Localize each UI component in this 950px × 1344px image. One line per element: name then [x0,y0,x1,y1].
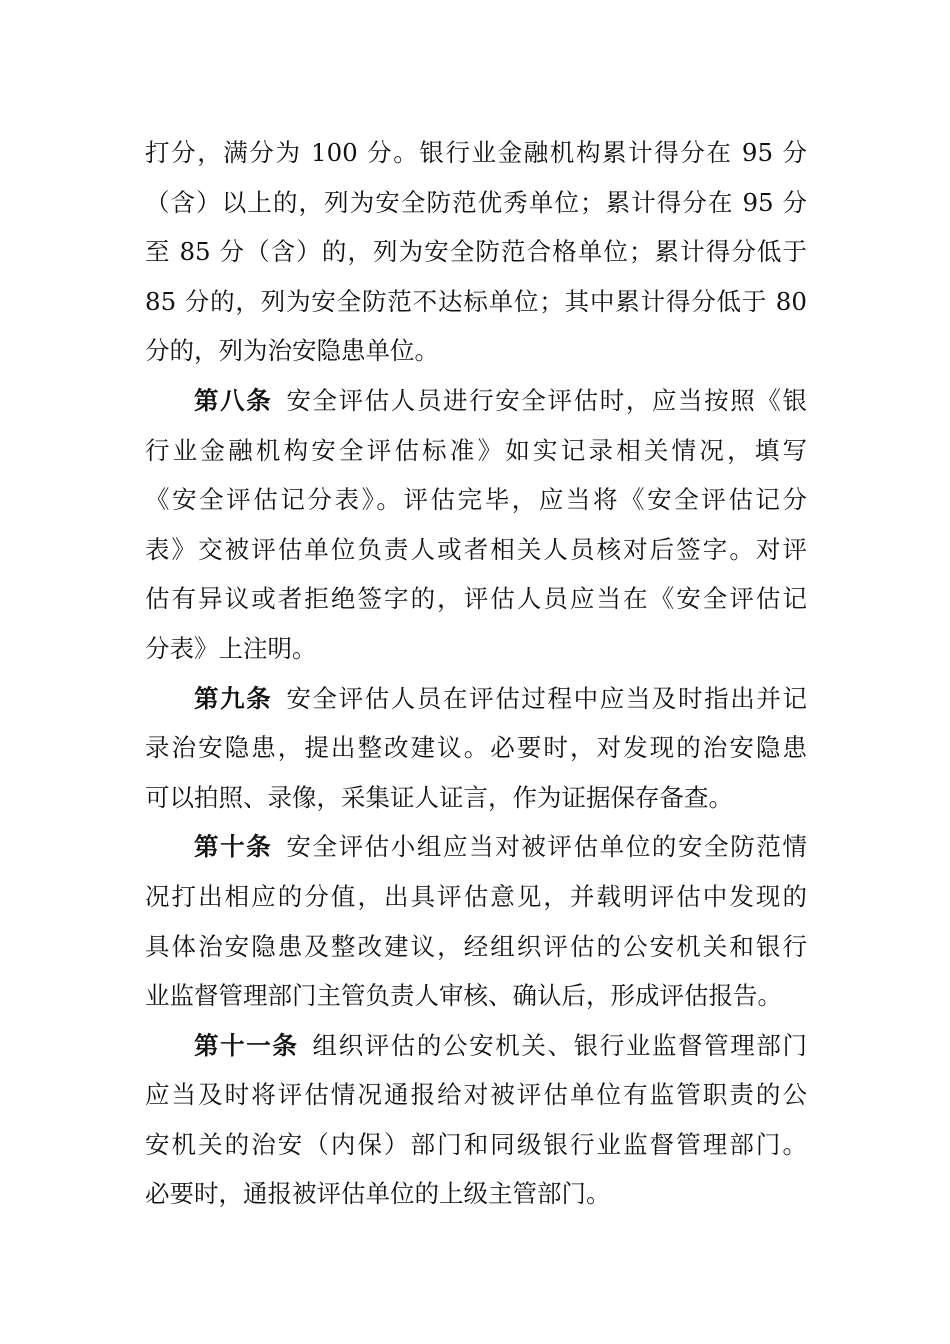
article-number: 第十一条 [194,1030,299,1060]
article-9-paragraph [145,674,807,823]
text-line-first [145,1021,807,1071]
article-number: 第九条 [194,683,273,713]
text-line: 应当及时将评估情况通报给对被评估单位有监管职责的公 [145,1080,807,1110]
text-line: 安全评估人员在评估过程中应当及时指出并记 [286,683,808,713]
document-page [145,128,807,1219]
text-line: 况打出相应的分值，出具评估意见，并载明评估中发现的 [145,881,807,911]
text-line: 分表》上注明。 [145,633,317,663]
text-line: 安全评估小组应当对被评估单位的安全防范情 [286,832,808,862]
text-line: 分的，列为治安隐患单位。 [145,336,439,366]
text-line: （含）以上的，列为安全防范优秀单位；累计得分在 95 分 [145,187,807,217]
text-line-first [145,376,807,426]
article-number: 第八条 [194,385,273,415]
text-line: 85 分的，列为安全防范不达标单位；其中累计得分低于 80 [145,286,807,316]
article-10-paragraph [145,822,807,1020]
text-line: 估有异议或者拒绝签字的，评估人员应当在《安全评估记 [145,584,807,614]
text-line-first [145,674,807,724]
text-line: 表》交被评估单位负责人或者相关人员核对后签字。对评 [145,534,807,564]
article-11-paragraph [145,1021,807,1219]
text-line: 录治安隐患，提出整改建议。必要时，对发现的治安隐患 [145,733,807,763]
article-8-paragraph [145,376,807,674]
text-line: 必要时，通报被评估单位的上级主管部门。 [145,1179,611,1209]
article-number: 第十条 [194,832,273,862]
text-line: 具体治安隐患及整改建议，经组织评估的公安机关和银行 [145,931,807,961]
text-line: 可以拍照、录像，采集证人证言，作为证据保存备查。 [145,782,733,812]
text-line: 至 85 分（含）的，列为安全防范合格单位；累计得分低于 [145,237,807,267]
text-line: 安机关的治安（内保）部门和同级银行业监督管理部门。 [145,1129,807,1159]
text-line-first [145,822,807,872]
text-line: 《安全评估记分表》。评估完毕，应当将《安全评估记分 [145,485,807,515]
text-line: 业监督管理部门主管负责人审核、确认后，形成评估报告。 [145,981,782,1011]
text-line: 组织评估的公安机关、银行业监督管理部门 [312,1030,808,1060]
paragraph-scoring-continuation [145,128,807,376]
text-line: 安全评估人员进行安全评估时，应当按照《银 [286,385,808,415]
text-line: 打分，满分为 100 分。银行业金融机构累计得分在 95 分 [145,138,807,167]
text-line: 行业金融机构安全评估标准》如实记录相关情况，填写 [145,435,807,465]
